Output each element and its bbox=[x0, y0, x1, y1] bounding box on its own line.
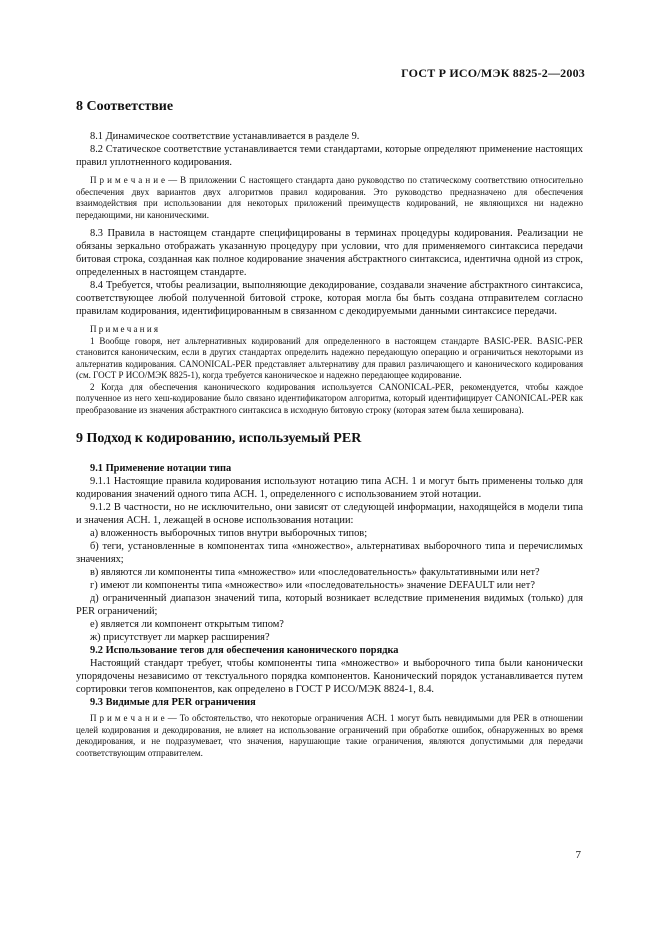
notes-label: П р и м е ч а н и я bbox=[90, 324, 159, 334]
list-item: а) вложенность выборочных типов внутри выборочных типов; bbox=[90, 528, 368, 539]
page-content bbox=[76, 98, 583, 759]
paragraph-9-2: Настоящий стандарт требует, чтобы компоненты типа «множество» и выборочного типа были канонически упорядочены независимо от текстуального порядка компонентов. Канонический порядок устанавливается путем сортировки тегов компонентов, как определено в ГОСТ Р ИСО/МЭК 8824-1, 8.4. bbox=[76, 658, 583, 695]
paragraph-8-3-text: 8.3 Правила в настоящем стандарте специфицированы в терминах процедуры кодирования. Реализации не обязаны зеркально отображать указанную процедуру при условии, что для применяемого синтаксиса передачи битовая строка, созданная как полное кодирование значения абстрактного синтаксиса, идентична одной из строк, определенных в настоящем стандарте. bbox=[76, 228, 583, 278]
note-label: П р и м е ч а н и е bbox=[90, 175, 166, 185]
note-8-2 bbox=[76, 175, 583, 221]
subsection-9-1-title: 9.1 Применение нотации типа bbox=[90, 463, 232, 474]
page-number: 7 bbox=[575, 849, 581, 861]
section-8-title: 8 Соответствие bbox=[76, 99, 174, 114]
paragraph-8-3 bbox=[76, 227, 583, 279]
paragraph-9-1-1: 9.1.1 Настоящие правила кодирования используют нотацию типа АСН. 1 и могут быть применены только для кодирования значений одного типа АСН. 1, определенного с использованием этой нотации. bbox=[76, 476, 583, 500]
list-item: г) имеют ли компоненты типа «множество» или «последовательность» значение DEFAULT или нет? bbox=[90, 580, 535, 591]
note-text: — То обстоятельство, что некоторые ограничения АСН. 1 могут быть невидимыми для PER в отношении целей кодирования и декодирования, не влияет на использование ограничений при обработке ошибок, обнаруженных во время декодирования, и не подразумевает, что значения, нарушающие такие ограничения, являются допустимыми для передачи соответствующим отправителем. bbox=[76, 713, 583, 758]
paragraph-9-1-2: 9.1.2 В частности, но не исключительно, они зависят от следующей информации, находящейся в модели типа и значения АСН. 1, лежащей в основе использования нотации: bbox=[76, 502, 583, 526]
section-9-title: 9 Подход к кодированию, используемый PER bbox=[76, 431, 362, 446]
subsection-9-3-title: 9.3 Видимые для PER ограничения bbox=[90, 697, 256, 708]
note-9-3 bbox=[76, 713, 583, 759]
note-8-4-2: 2 Когда для обеспечения канонического кодирования используется CANONICAL-PER, рекомендуется, чтобы каждое полученное из него хеш-кодирование было связано идентификатором алгоритма, который идентифицирует CANONICAL-PER как преобразование из значения абстрактного синтаксиса в исходную битовую строку (которая затем была хеширована). bbox=[76, 381, 583, 415]
subsection-9-2-title: 9.2 Использование тегов для обеспечения канонического порядка bbox=[90, 645, 399, 656]
note-text: — В приложении С настоящего стандарта дано руководство по статическому соответствию относительно обеспечения двух вариантов двух алгоритмов правил кодирования. Это руководство предназначено для обеспечения взаимодействия при использовании для некоторых приложений преимуществ кодирований, не являющихся ни надежно передающими, ни каноническими. bbox=[76, 175, 583, 220]
list-item: б) теги, установленные в компонентах типа «множество», альтернативах выборочного типа и перечислимых значениях; bbox=[76, 541, 583, 565]
list-item: ж) присутствует ли маркер расширения? bbox=[90, 632, 270, 643]
note-8-4-1: 1 Вообще говоря, нет альтернативных кодирований для определенного в настоящем стандарте BASIC-PER. BASIC-PER становится каноническим, если в других стандартах определить надежно передающую операцию и ограничиться некоторыми из альтернатив кодирования. CANONICAL-PER представляет альтернативу для правил различающего и канонического кодирования (см. ГОСТ Р ИСО/МЭК 8825-1), когда требуется каноническое и надежно передающее кодирование. bbox=[76, 335, 583, 380]
paragraph-8-4 bbox=[76, 279, 583, 318]
paragraph-8-2-text: 8.2 Статическое соответствие устанавливается теми стандартами, которые определяют применение настоящих правил уплотненного кодирования. bbox=[76, 144, 583, 168]
paragraph-8-2 bbox=[76, 143, 583, 169]
document-code-header: ГОСТ Р ИСО/МЭК 8825-2—2003 bbox=[401, 66, 585, 80]
paragraph-8-1 bbox=[76, 130, 583, 143]
list-item: д) ограниченный диапазон значений типа, который возникает вследствие применения видимых (только) для PER ограничений; bbox=[76, 593, 583, 617]
paragraph-8-1-text: 8.1 Динамическое соответствие устанавливается в разделе 9. bbox=[90, 131, 360, 142]
list-item: в) являются ли компоненты типа «множество» или «последовательность» факультативными или нет? bbox=[90, 567, 540, 578]
note-label: П р и м е ч а н и е bbox=[90, 713, 165, 723]
paragraph-8-4-text: 8.4 Требуется, чтобы реализации, выполняющие декодирование, создавали значение абстрактного синтаксиса, соответствующее любой полученной битовой строке, которая могла бы быть создана отправителем согласно правилам кодирования, идентифицированным в связанном с декодируемыми данными синтаксисе передачи. bbox=[76, 280, 583, 317]
list-item: е) является ли компонент открытым типом? bbox=[90, 619, 284, 630]
